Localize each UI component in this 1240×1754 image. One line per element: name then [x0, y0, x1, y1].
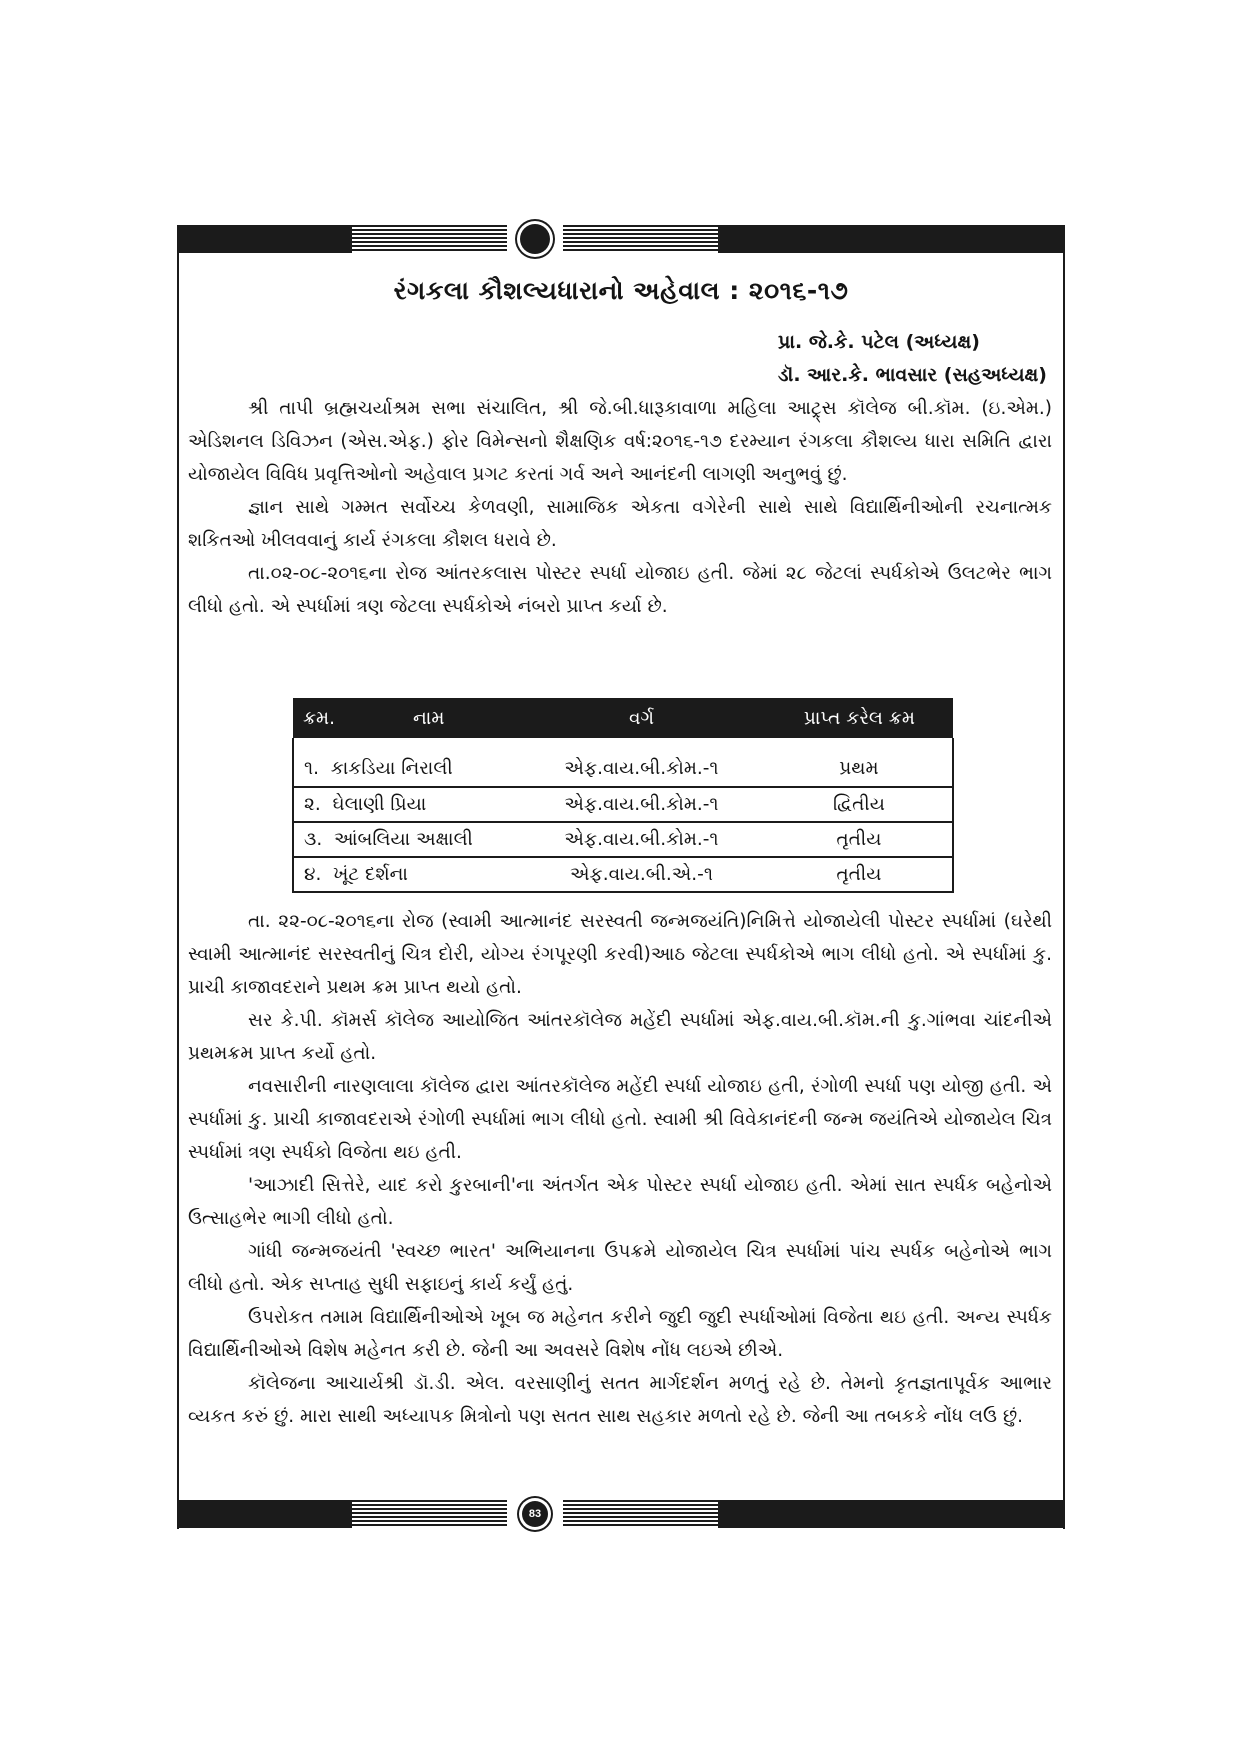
header-ornament-band — [177, 225, 1065, 253]
table-header-row — [293, 698, 953, 738]
row-name: ૪. ખૂંટ દર્શના — [293, 857, 517, 892]
header-serial: ક્રમ. — [293, 698, 403, 738]
table-row — [293, 822, 953, 857]
row-class: એફ.વાય.બી.કોમ.-૧ — [517, 787, 766, 822]
paragraph: ગાંધી જન્મજયંતી 'સ્વચ્છ ભારત' અભિયાનના ઉપક્રમે યોજાયેલ ચિત્ર સ્પર્ધામાં પાંચ સ્પર્ધક બહેનોએ ભાગ લીધો હતો. એક સપ્તાહ સુધી સફાઇનું કાર્ય કર્યું હતું. — [188, 1241, 1052, 1295]
table-row — [293, 738, 953, 787]
header-class: વર્ગ — [517, 698, 766, 738]
paragraph: તા.૦૨-૦૮-૨૦૧૬ના રોજ આંતરકલાસ પોસ્ટર સ્પર્ધા યોજાઇ હતી. જેમાં ૨૮ જેટલાં સ્પર્ધકોએ ઉલટભેર ભાગ લીધો હતો. એ સ્પર્ધામાં ત્રણ જેટલા સ્પર્ધકોએ નંબરો પ્રાપ્ત કર્યા છે. — [188, 563, 1052, 617]
row-name: ૩. આંબલિયા અક્ષાલી — [293, 822, 517, 857]
paragraph: સર કે.પી. કૉમર્સ કૉલેજ આયોજિત આંતરકૉલેજ મહેંદી સ્પર્ધામાં એફ.વાય.બી.કૉમ.ની કુ.ગાંભવા ચાંદનીએ પ્રથમક્રમ પ્રાપ્ત કર્યો હતો. — [188, 1010, 1052, 1064]
row-rank: તૃતીય — [766, 822, 953, 857]
page-title: રંગકલા કૌશલ્યધારાનો અહેવાલ : ૨૦૧૬-૧૭ — [393, 276, 849, 305]
winners-table — [292, 698, 954, 893]
authors-block — [778, 326, 1047, 392]
footer-ornament-band — [177, 1500, 1065, 1528]
paragraph: ઉપરોકત તમામ વિદ્યાર્થિનીઓએ ખૂબ જ મહેનત કરીને જુદી જુદી સ્પર્ધાઓમાં વિજેતા થઇ હતી. અન્ય સ્પર્ધક વિદ્યાર્થિનીઓએ વિશેષ મહેનત કરી છે. જેની આ અવસરે વિશેષ નોંધ લઇએ છીએ. — [188, 1307, 1052, 1361]
table-row — [293, 857, 953, 892]
author-chair: પ્રા. જે.કે. પટેલ (અધ્યક્ષ) — [778, 331, 980, 353]
table-row — [293, 787, 953, 822]
header-rank: પ્રાપ્ત કરેલ ક્રમ — [766, 698, 953, 738]
row-rank: તૃતીય — [766, 857, 953, 892]
header-name: નામ — [403, 698, 517, 738]
paragraph: શ્રી તાપી બ્રહ્મચર્યાશ્રમ સભા સંચાલિત, શ્રી જે.બી.ધારૂકાવાળા મહિલા આટ્ર્સ કૉલેજ બી.કૉમ. (ઇ.એમ.) એડિશનલ ડિવિઝન (એસ.એફ.) ફોર વિમેન્સનો શૈક્ષણિક વર્ષ:૨૦૧૬-૧૭ દરમ્યાન રંગકલા કૌશલ્ય ધારા સમિતિ દ્વારા યોજાયેલ વિવિધ પ્રવૃત્તિઓનો અહેવાલ પ્રગટ કરતાં ગર્વ અને આનંદની લાગણી અનુભવું છું. — [188, 398, 1052, 485]
row-name: ૨. ઘેલાણી પ્રિયા — [293, 787, 517, 822]
paragraph: તા. ૨૨-૦૮-૨૦૧૬ના રોજ (સ્વામી આત્માનંદ સરસ્વતી જન્મજયંતિ)નિમિત્તે યોજાયેલી પોસ્ટર સ્પર્ધામાં (ઘરેથી સ્વામી આત્માનંદ સરસ્વતીનું ચિત્ર દોરી, યોગ્ય રંગપૂરણી કરવી)આઠ જેટલા સ્પર્ધકોએ ભાગ લીધો હતો. એ સ્પર્ધામાં કુ. પ્રાચી કાજાવદરાને પ્રથમ ક્રમ પ્રાપ્ત થયો હતો. — [188, 911, 1052, 998]
row-name: ૧. કાકડિયા નિરાલી — [293, 738, 517, 787]
row-class: એફ.વાય.બી.કોમ.-૧ — [517, 822, 766, 857]
intro-text — [188, 392, 1052, 623]
paragraph: 'આઝાદી સિત્તેરે, યાદ કરો કુરબાની'ના અંતર્ગત એક પોસ્ટર સ્પર્ધા યોજાઇ હતી. એમાં સાત સ્પર્ધક બહેનોએ ઉત્સાહભેર ભાગી લીધો હતો. — [188, 1175, 1052, 1229]
author-co-chair: ડૉ. આર.કે. ભાવસાર (સહઅધ્યક્ષ) — [778, 364, 1047, 386]
row-rank: દ્વિતીય — [766, 787, 953, 822]
row-class: એફ.વાય.બી.કોમ.-૧ — [517, 738, 766, 787]
row-rank: પ્રથમ — [766, 738, 953, 787]
paragraph: નવસારીની નારણલાલા કૉલેજ દ્વારા આંતરકૉલેજ મહેંદી સ્પર્ધા યોજાઇ હતી, રંગોળી સ્પર્ધા પણ યોજી હતી. એ સ્પર્ધામાં કુ. પ્રાચી કાજાવદરાએ રંગોળી સ્પર્ધામાં ભાગ લીધો હતો. સ્વામી શ્રી વિવેકાનંદની જન્મ જયંતિએ યોજાયેલ ચિત્ર સ્પર્ધામાં ત્રણ સ્પર્ધકો વિજેતા થઇ હતી. — [188, 1076, 1052, 1163]
page-number: 83 — [522, 1501, 548, 1527]
sunburst-ornament-icon — [520, 224, 550, 254]
report-text — [188, 905, 1052, 1433]
row-class: એફ.વાય.બી.એ.-૧ — [517, 857, 766, 892]
paragraph: જ્ઞાન સાથે ગમ્મત સર્વોચ્ચ કેળવણી, સામાજિક એકતા વગેરેની સાથે સાથે વિદ્યાર્થિનીઓની રચનાત્મક શકિતઓ ખીલવવાનું કાર્ય રંગકલા કૌશલ ધરાવે છે. — [188, 497, 1052, 551]
paragraph: કૉલેજના આચાર્યશ્રી ડૉ.ડી. એલ. વરસાણીનું સતત માર્ગદર્શન મળતું રહે છે. તેમનો કૃતજ્ઞતાપૂર્વક આભાર વ્યકત કરું છું. મારા સાથી અધ્યાપક મિત્રોનો પણ સતત સાથ સહકાર મળતો રહે છે. જેની આ તબકકે નોંધ લઉ છું. — [188, 1373, 1052, 1427]
